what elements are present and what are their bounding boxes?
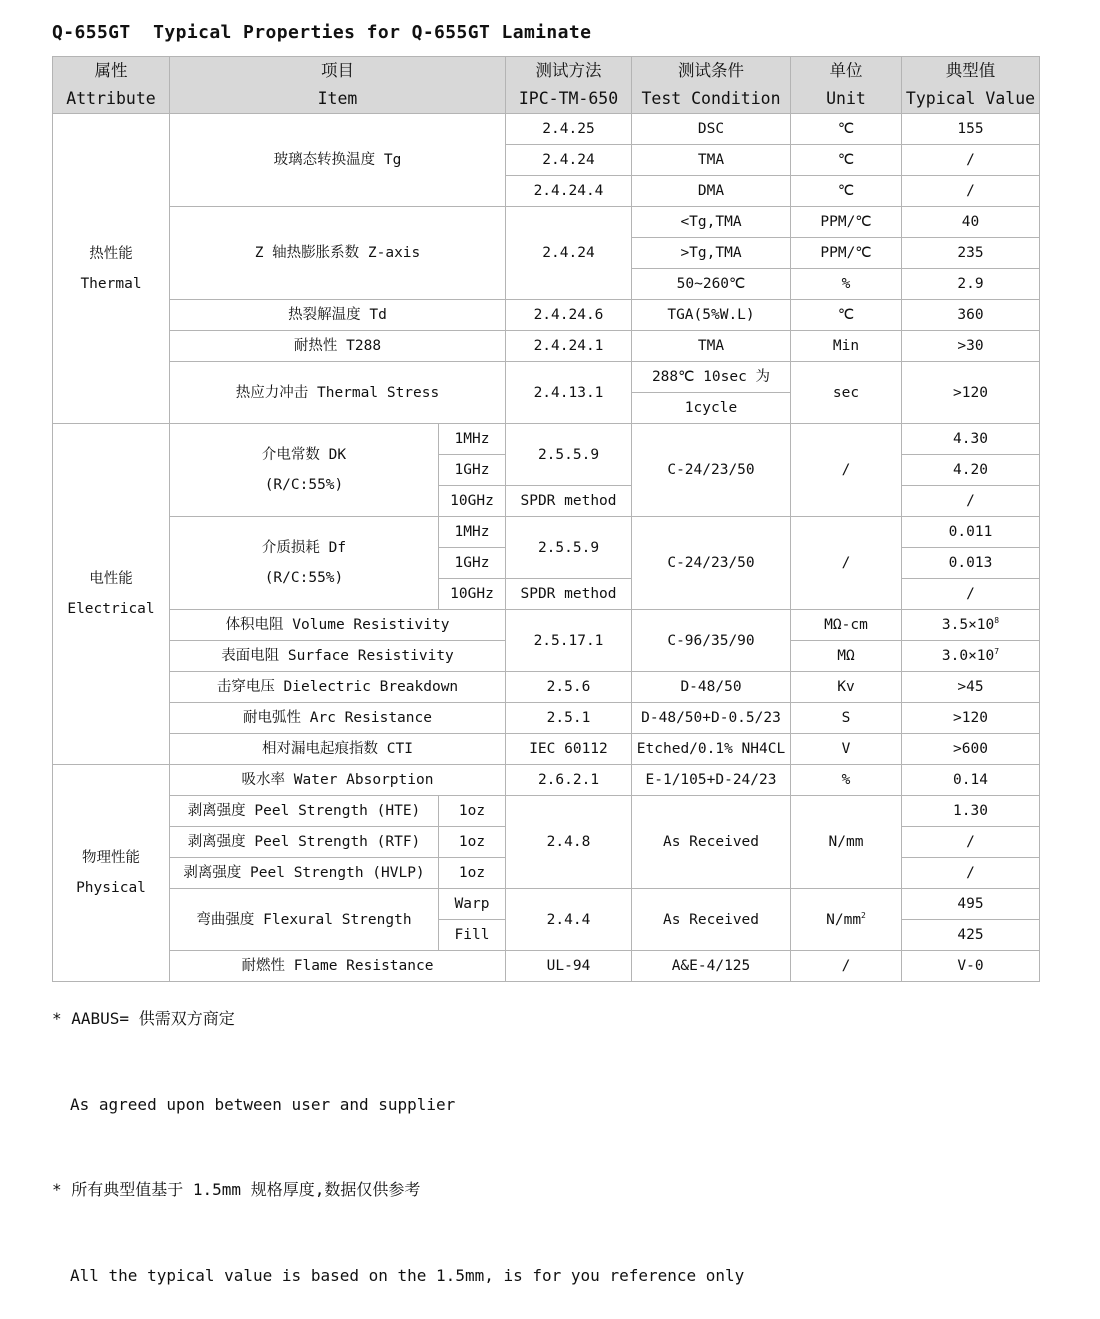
value-cell: 1.30 xyxy=(902,796,1040,827)
unit-cell: % xyxy=(791,765,902,796)
table-row xyxy=(53,734,1040,765)
value-cell: 425 xyxy=(902,920,1040,951)
footnote-aabus-en: As agreed upon between user and supplier xyxy=(70,1094,456,1114)
header-attribute: 属性 Attribute xyxy=(53,57,170,114)
method-cell: 2.4.24 xyxy=(506,145,632,176)
value-cell: 155 xyxy=(902,114,1040,145)
unit-cell: Min xyxy=(791,331,902,362)
item-zaxis: Z 轴热膨胀系数 Z-axis xyxy=(170,207,506,300)
method-cell: 2.5.6 xyxy=(506,672,632,703)
item-water-absorption: 吸水率 Water Absorption xyxy=(170,765,506,796)
value-cell: 40 xyxy=(902,207,1040,238)
table-row xyxy=(53,517,1040,548)
condition-cell: >Tg,TMA xyxy=(632,238,791,269)
table-row xyxy=(53,362,1040,393)
value-cell: $3.5\times 10^8$ xyxy=(902,610,1040,641)
condition-cell: As Received xyxy=(632,889,791,951)
condition-cell: 1cycle xyxy=(632,393,791,424)
item-peel-hte: 剥离强度 Peel Strength (HTE) xyxy=(170,796,439,827)
unit-cell: sec xyxy=(791,362,902,424)
table-row xyxy=(53,703,1040,734)
table-row xyxy=(53,207,1040,238)
value-cell: / xyxy=(902,176,1040,207)
value-cell: V-0 xyxy=(902,951,1040,982)
page-title: Q-655GT Typical Properties for Q-655GT Laminate xyxy=(52,22,592,43)
method-cell: 2.4.4 xyxy=(506,889,632,951)
table-row xyxy=(53,300,1040,331)
unit-cell: % xyxy=(791,269,902,300)
value-cell: / xyxy=(902,858,1040,889)
condition-cell: E-1/105+D-24/23 xyxy=(632,765,791,796)
value-cell: $3.0\times 10^7$ xyxy=(902,641,1040,672)
condition-cell: 288℃ 10sec 为 xyxy=(632,362,791,393)
method-cell: SPDR method xyxy=(506,579,632,610)
condition-cell: C-24/23/50 xyxy=(632,424,791,517)
value-cell: 2.9 xyxy=(902,269,1040,300)
unit-cell: / xyxy=(791,517,902,610)
freq-cell: 10GHz xyxy=(439,486,506,517)
value-cell: 0.14 xyxy=(902,765,1040,796)
unit-cell: ℃ xyxy=(791,145,902,176)
unit-cell: ℃ xyxy=(791,300,902,331)
method-cell: 2.5.1 xyxy=(506,703,632,734)
item-td: 热裂解温度 Td xyxy=(170,300,506,331)
sub-cell: Fill xyxy=(439,920,506,951)
freq-cell: 1MHz xyxy=(439,424,506,455)
item-volume-resistivity: 体积电阻 Volume Resistivity xyxy=(170,610,506,641)
table-row xyxy=(53,114,1040,145)
condition-cell: D-48/50+D-0.5/23 xyxy=(632,703,791,734)
method-cell: 2.4.24 xyxy=(506,207,632,300)
method-cell: 2.5.17.1 xyxy=(506,610,632,672)
header-unit: 单位 Unit xyxy=(791,57,902,114)
unit-cell: PPM/℃ xyxy=(791,207,902,238)
condition-cell: C-96/35/90 xyxy=(632,610,791,672)
value-cell: / xyxy=(902,579,1040,610)
footnote-typical: * 所有典型值基于 1.5mm 规格厚度,数据仅供参考 xyxy=(52,1180,421,1199)
condition-cell: A&E-4/125 xyxy=(632,951,791,982)
footnote-aabus: * AABUS= 供需双方商定 xyxy=(52,1009,235,1028)
table-row xyxy=(53,889,1040,920)
unit-cell: PPM/℃ xyxy=(791,238,902,269)
value-cell: >45 xyxy=(902,672,1040,703)
value-cell: / xyxy=(902,145,1040,176)
unit-cell: N/mm xyxy=(791,796,902,889)
condition-cell: 50~260℃ xyxy=(632,269,791,300)
method-cell: 2.4.13.1 xyxy=(506,362,632,424)
method-cell: 2.6.2.1 xyxy=(506,765,632,796)
unit-cell: V xyxy=(791,734,902,765)
value-cell: / xyxy=(902,486,1040,517)
table-row xyxy=(53,331,1040,362)
value-cell: / xyxy=(902,827,1040,858)
value-cell: >120 xyxy=(902,703,1040,734)
item-df: 介质损耗 Df (R/C:55%) xyxy=(170,517,439,610)
item-surface-resistivity: 表面电阻 Surface Resistivity xyxy=(170,641,506,672)
item-peel-rtf: 剥离强度 Peel Strength (RTF) xyxy=(170,827,439,858)
value-cell: 235 xyxy=(902,238,1040,269)
value-cell: 360 xyxy=(902,300,1040,331)
sub-cell: 1oz xyxy=(439,858,506,889)
unit-cell: MΩ xyxy=(791,641,902,672)
footnotes xyxy=(52,948,744,1319)
freq-cell: 1GHz xyxy=(439,548,506,579)
condition-cell: As Received xyxy=(632,796,791,889)
method-cell: IEC 60112 xyxy=(506,734,632,765)
value-cell: >600 xyxy=(902,734,1040,765)
properties-table xyxy=(52,56,1040,982)
method-cell: 2.5.5.9 xyxy=(506,424,632,486)
item-t288: 耐热性 T288 xyxy=(170,331,506,362)
condition-cell: Etched/0.1% NH4CL xyxy=(632,734,791,765)
condition-cell: DSC xyxy=(632,114,791,145)
method-cell: SPDR method xyxy=(506,486,632,517)
unit-cell: $N/mm^2$ xyxy=(791,889,902,951)
category-thermal: 热性能 Thermal xyxy=(53,114,170,424)
sub-cell: 1oz xyxy=(439,827,506,858)
category-physical: 物理性能 Physical xyxy=(53,765,170,982)
value-cell: >30 xyxy=(902,331,1040,362)
item-dielectric-breakdown: 击穿电压 Dielectric Breakdown xyxy=(170,672,506,703)
header-value: 典型值 Typical Value xyxy=(902,57,1040,114)
unit-cell: ℃ xyxy=(791,114,902,145)
header-method: 测试方法 IPC-TM-650 xyxy=(506,57,632,114)
condition-cell: <Tg,TMA xyxy=(632,207,791,238)
value-cell: 0.013 xyxy=(902,548,1040,579)
method-cell: 2.5.5.9 xyxy=(506,517,632,579)
item-cti: 相对漏电起痕指数 CTI xyxy=(170,734,506,765)
condition-cell: D-48/50 xyxy=(632,672,791,703)
item-dk: 介电常数 DK (R/C:55%) xyxy=(170,424,439,517)
unit-cell: Kv xyxy=(791,672,902,703)
freq-cell: 1GHz xyxy=(439,455,506,486)
method-cell: 2.4.8 xyxy=(506,796,632,889)
value-cell: 4.20 xyxy=(902,455,1040,486)
item-peel-hvlp: 剥离强度 Peel Strength (HVLP) xyxy=(170,858,439,889)
method-cell: 2.4.25 xyxy=(506,114,632,145)
item-tg: 玻璃态转换温度 Tg xyxy=(170,114,506,207)
condition-cell: TMA xyxy=(632,145,791,176)
item-thermal-stress: 热应力冲击 Thermal Stress xyxy=(170,362,506,424)
unit-cell: MΩ-cm xyxy=(791,610,902,641)
unit-cell: ℃ xyxy=(791,176,902,207)
category-electrical: 电性能 Electrical xyxy=(53,424,170,765)
freq-cell: 10GHz xyxy=(439,579,506,610)
method-cell: 2.4.24.1 xyxy=(506,331,632,362)
table-row xyxy=(53,796,1040,827)
method-cell: 2.4.24.4 xyxy=(506,176,632,207)
sub-cell: Warp xyxy=(439,889,506,920)
value-cell: >120 xyxy=(902,362,1040,424)
item-flexural-strength: 弯曲强度 Flexural Strength xyxy=(170,889,439,951)
header-condition: 测试条件 Test Condition xyxy=(632,57,791,114)
method-cell: 2.4.24.6 xyxy=(506,300,632,331)
condition-cell: TGA(5%W.L) xyxy=(632,300,791,331)
table-row xyxy=(53,765,1040,796)
header-row xyxy=(53,57,1040,114)
table-row xyxy=(53,424,1040,455)
table-row xyxy=(53,610,1040,641)
value-cell: 0.011 xyxy=(902,517,1040,548)
condition-cell: TMA xyxy=(632,331,791,362)
condition-cell: C-24/23/50 xyxy=(632,517,791,610)
value-cell: 4.30 xyxy=(902,424,1040,455)
sub-cell: 1oz xyxy=(439,796,506,827)
method-cell: UL-94 xyxy=(506,951,632,982)
unit-cell: S xyxy=(791,703,902,734)
item-flame-resistance: 耐燃性 Flame Resistance xyxy=(170,951,506,982)
unit-cell: / xyxy=(791,424,902,517)
footnote-typical-en: All the typical value is based on the 1.5mm, is for you reference only xyxy=(70,1265,745,1285)
item-arc-resistance: 耐电弧性 Arc Resistance xyxy=(170,703,506,734)
freq-cell: 1MHz xyxy=(439,517,506,548)
unit-cell: / xyxy=(791,951,902,982)
value-cell: 495 xyxy=(902,889,1040,920)
header-item: 项目 Item xyxy=(170,57,506,114)
table-row xyxy=(53,672,1040,703)
condition-cell: DMA xyxy=(632,176,791,207)
